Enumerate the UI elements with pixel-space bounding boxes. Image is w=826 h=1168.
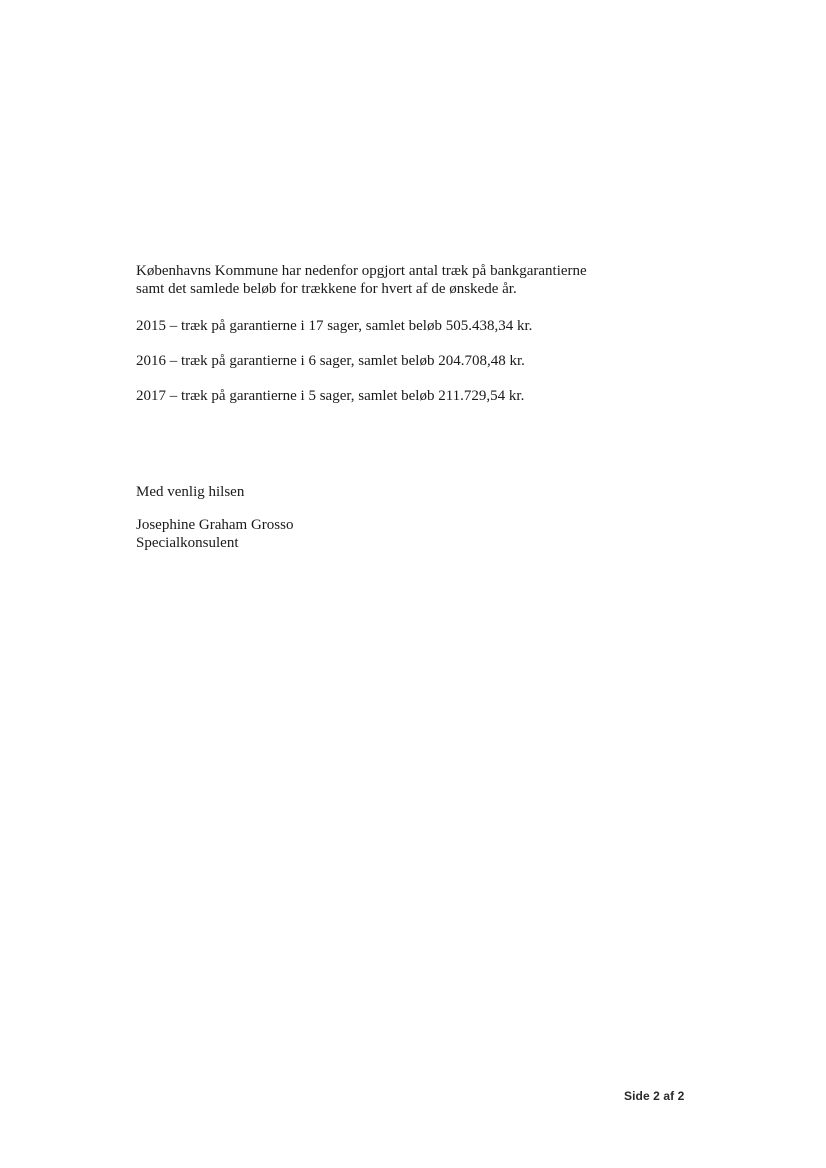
intro-paragraph: Københavns Kommune har nedenfor opgjort antal træk på bankgarantierne samt det samlede beløb for trækkene for hvert af de ønskede år. [136,263,587,297]
page-number: Side 2 af 2 [624,1089,685,1103]
signature-block [136,516,293,552]
draw-line-2017: 2017 – træk på garantierne i 5 sager, samlet beløb 211.729,54 kr. [136,388,525,404]
draw-line-2016: 2016 – træk på garantierne i 6 sager, samlet beløb 204.708,48 kr. [136,353,525,369]
letter-closing [136,483,293,552]
letter-body [136,262,606,422]
draw-line-2015: 2015 – træk på garantierne i 17 sager, samlet beløb 505.438,34 kr. [136,318,533,334]
greeting: Med venlig hilsen [136,484,245,500]
signer-name: Josephine Graham Grosso [136,517,294,533]
signer-title: Specialkonsulent [136,535,239,551]
